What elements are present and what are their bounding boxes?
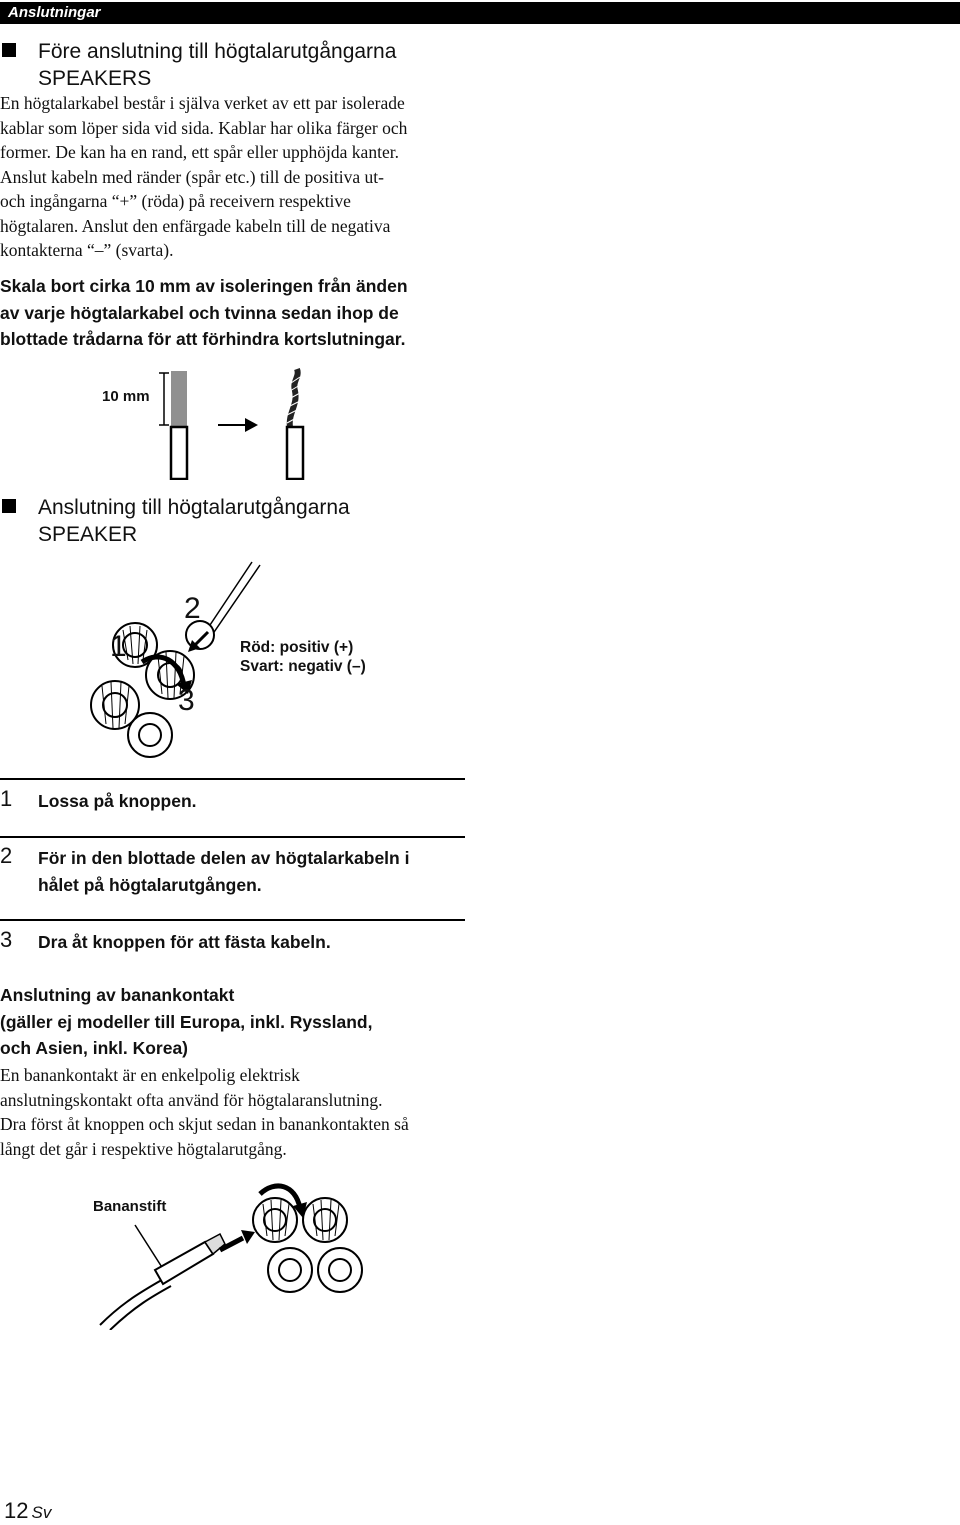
figure-number-2: 2 <box>184 592 201 625</box>
banana-plug-paragraph: En banankontakt är en enkelpolig elektrisk anslutningskontakt ofta använd för högtalaranslutning. Dra först åt knoppen och skjut sedan in banankontakten så långt det går i respektive högtalarutgång. <box>0 1065 409 1159</box>
step-divider <box>0 836 465 838</box>
banana-plug-heading: Anslutning av banankontakt (gäller ej modeller till Europa, inkl. Ryssland, och Asien, inkl. Korea) <box>0 985 373 1058</box>
banana-pin-label: Bananstift <box>93 1198 167 1215</box>
step-2: 2 För in den blottade delen av högtalarkabeln i hålet på högtalarutgången. <box>0 843 410 895</box>
section-bullet-square <box>2 499 16 513</box>
step-number: 2 <box>0 843 13 868</box>
step-number: 1 <box>0 786 13 811</box>
section-title-before-connecting: Före anslutning till högtalarutgångarna SPEAKERS <box>0 38 470 92</box>
strip-wire-illustration <box>150 365 320 480</box>
banana-plug-illustration <box>95 1180 370 1330</box>
header-section-bar <box>0 2 960 24</box>
strip-insulation-instruction: Skala bort cirka 10 mm av isoleringen från änden av varje högtalarkabel och tvinna sedan ihop de blottade trådarna för att förhindra kortslutningar. <box>0 276 408 349</box>
language-code: Sv <box>31 1503 52 1522</box>
step-3: 3 Dra åt knoppen för att fästa kabeln. <box>0 927 331 952</box>
step-divider <box>0 919 465 921</box>
step-divider <box>0 778 465 780</box>
page-number: 12 <box>4 1498 29 1523</box>
figure-number-1: 1 <box>110 630 127 663</box>
strip-length-label: 10 mm <box>102 388 150 405</box>
section-bullet-square <box>2 43 16 57</box>
cable-description-paragraph: En högtalarkabel består i själva verket av ett par isolerade kablar som löper sida vid sida. Kablar har olika färger och former. De kan ha en rand, ett spår eller upphöjda kanter. Anslut kabeln med ränder (spår etc.) till de positiva ut- och ingångarna “+” (röda) på receivern respektive högtalaren. Anslut den enfärgade kabeln till de negativa kontakterna “–” (svarta). <box>0 93 408 260</box>
section-title-connecting-speaker: Anslutning till högtalarutgångarna SPEAKER <box>0 494 470 548</box>
header-section-title: Anslutningar <box>8 4 101 21</box>
page-footer <box>4 1497 51 1525</box>
legend-red-positive: Röd: positiv (+) <box>240 639 354 656</box>
step-number: 3 <box>0 927 13 952</box>
figure-number-3: 3 <box>178 684 195 717</box>
legend-black-negative: Svart: negativ (–) <box>240 658 366 675</box>
step-1: 1 Lossa på knoppen. <box>0 786 197 811</box>
